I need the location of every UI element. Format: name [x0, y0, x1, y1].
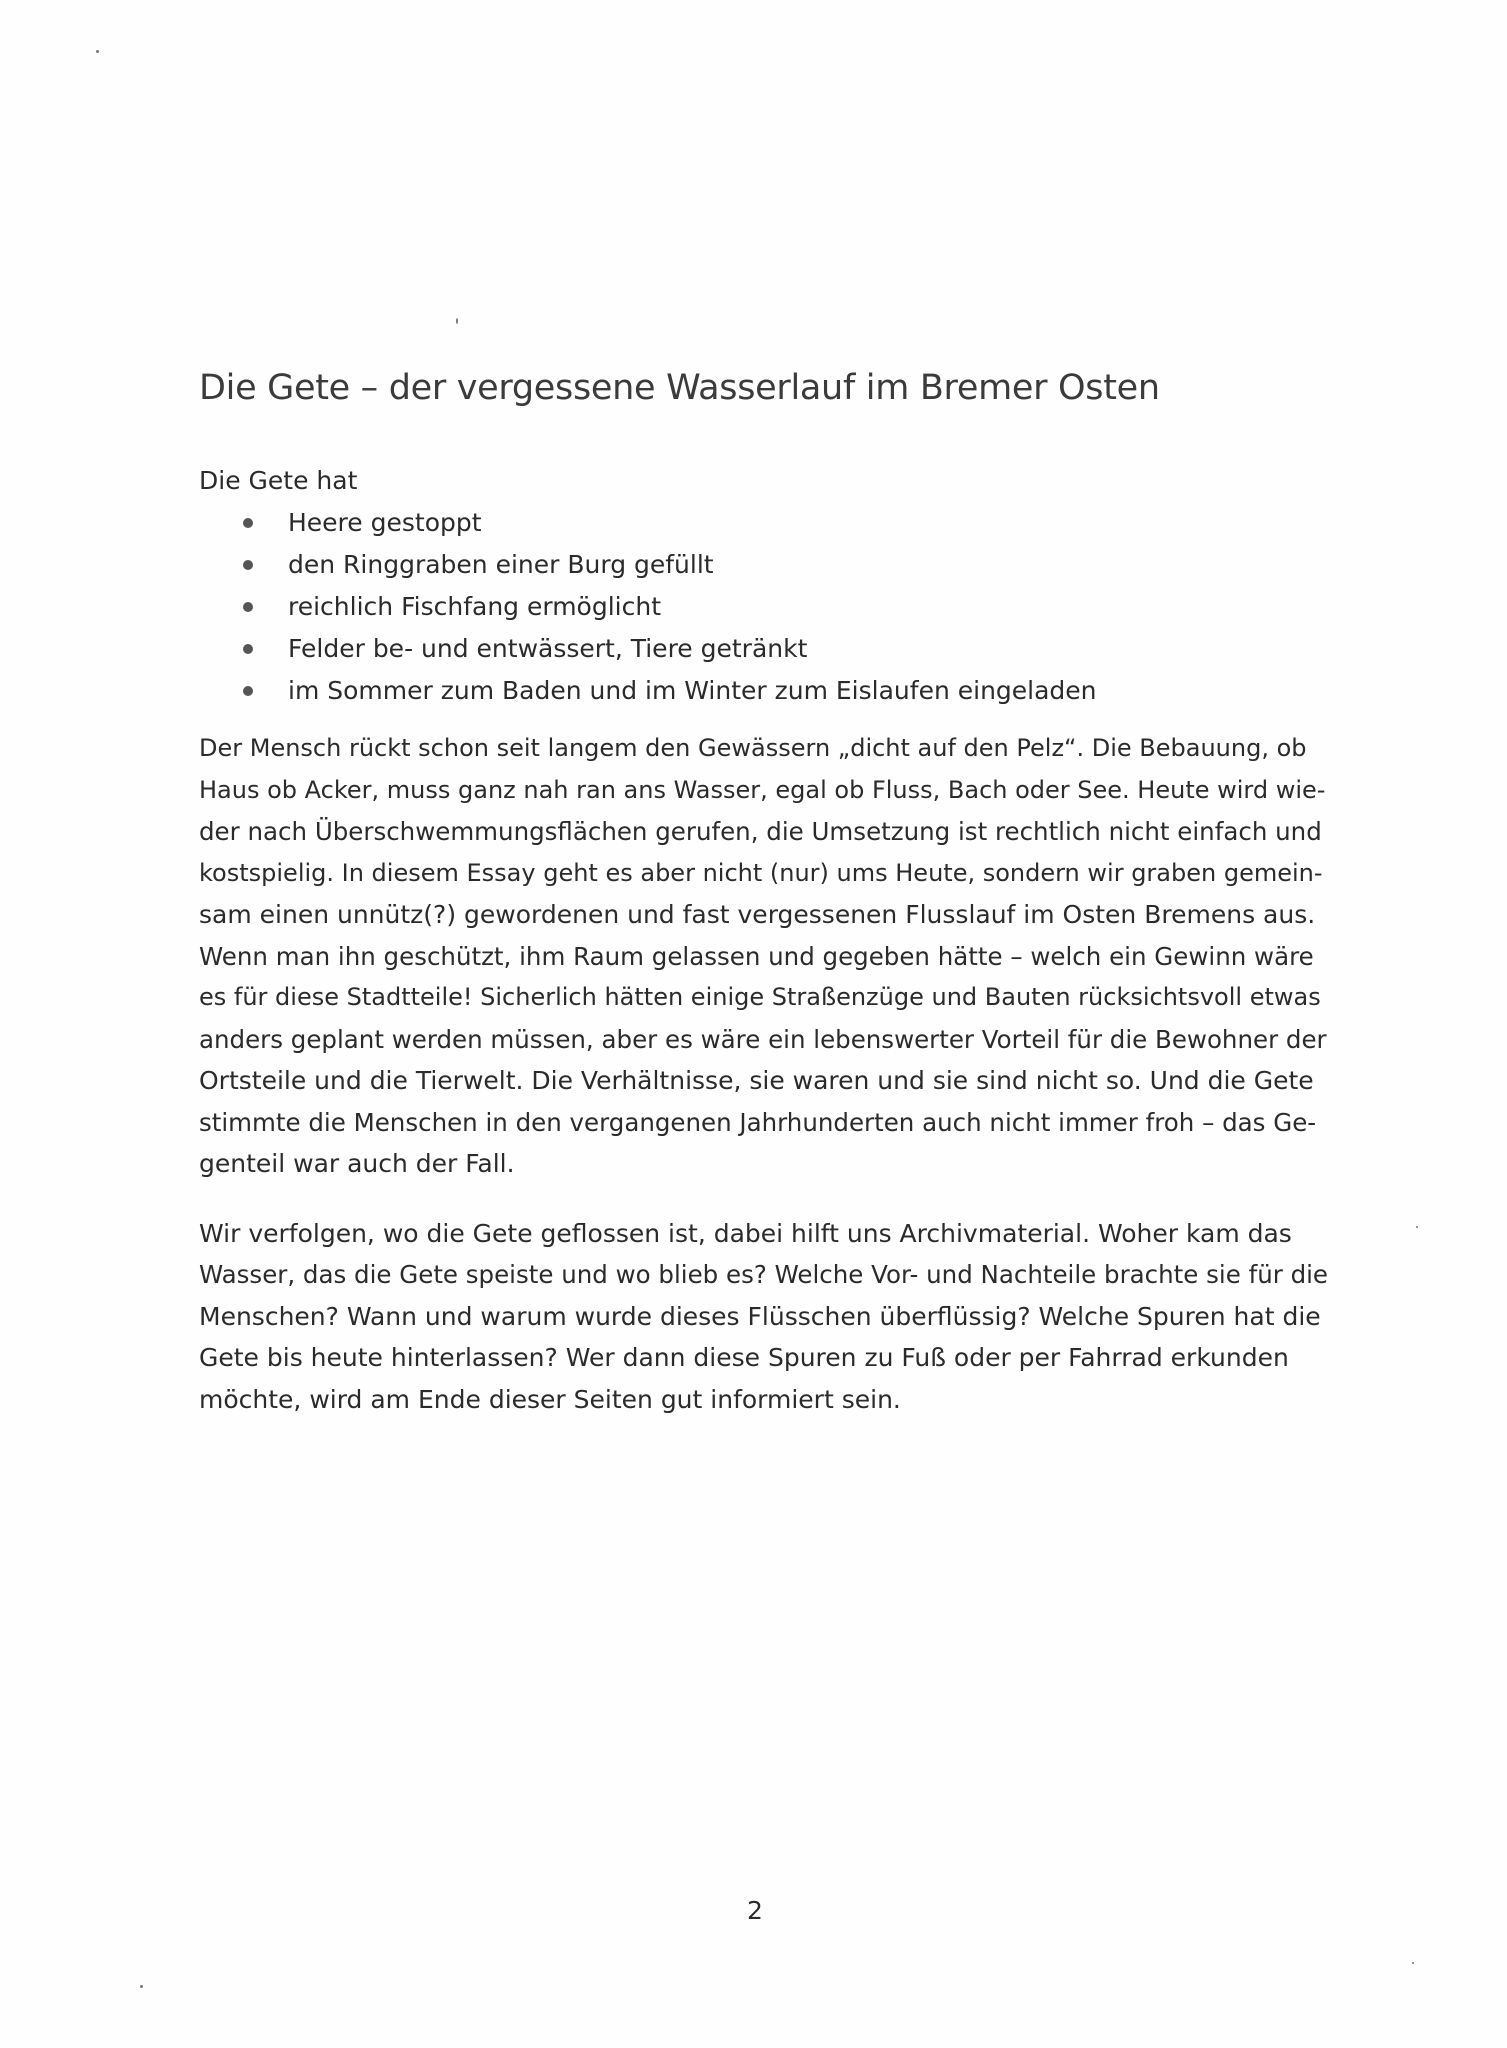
scan-speck: [1416, 1226, 1418, 1228]
text-line: kostspielig. In diesem Essay geht es aber nicht (nur) ums Heute, sondern wir graben gemein-: [199, 858, 1323, 887]
list-item-text: Heere gestoppt: [288, 508, 482, 537]
scan-speck: [1412, 1962, 1414, 1964]
bullet-icon: [243, 686, 253, 696]
scan-speck: [456, 318, 458, 324]
text-line: möchte, wird am Ende dieser Seiten gut informiert sein.: [199, 1384, 901, 1414]
text-line: sam einen unnütz(?) gewordenen und fast vergessenen Flusslauf im Osten Bremens aus.: [199, 900, 1316, 929]
list-item: [199, 586, 1329, 628]
scan-speck: [140, 1985, 143, 1988]
list-item: [199, 502, 1329, 544]
scan-speck: [96, 50, 99, 53]
bullet-icon: [243, 518, 253, 528]
list-item-text: Felder be- und entwässert, Tiere getränkt: [288, 634, 808, 663]
list-item-text: im Sommer zum Baden und im Winter zum Eislaufen eingeladen: [288, 676, 1097, 705]
intro-line: Die Gete hat: [199, 466, 358, 495]
text-line: Gete bis heute hinterlassen? Wer dann diese Spuren zu Fuß oder per Fahrrad erkunden: [199, 1343, 1289, 1372]
text-line: genteil war auch der Fall.: [199, 1149, 515, 1178]
paragraph-1: [199, 728, 1329, 1185]
bullet-icon: [243, 602, 253, 612]
text-line: Wasser, das die Gete speiste und wo blieb es? Welche Vor- und Nachteile brachte sie für die: [199, 1260, 1329, 1289]
text-line: der nach Überschwemmungsflächen gerufen, die Umsetzung ist rechtlich nicht einfach und: [199, 817, 1322, 846]
bullet-icon: [243, 560, 253, 570]
list-item: [199, 670, 1329, 712]
list-item-text: den Ringgraben einer Burg gefüllt: [288, 550, 714, 579]
bullet-icon: [243, 644, 253, 654]
list-item: [199, 628, 1329, 670]
list-item: [199, 544, 1329, 586]
text-line: Wenn man ihn geschützt, ihm Raum gelassen und gegeben hätte – welch ein Gewinn wäre: [199, 941, 1314, 971]
page-number: 2: [747, 1896, 763, 1925]
document-title: Die Gete – der vergessene Wasserlauf im Bremer Osten: [199, 368, 1160, 408]
text-line: Der Mensch rückt schon seit langem den Gewässern „dicht auf den Pelz“. Die Bebauung, ob: [199, 734, 1307, 762]
text-line: Menschen? Wann und warum wurde dieses Flüsschen überflüssig? Welche Spuren hat die: [199, 1301, 1321, 1331]
bullet-list: [199, 502, 1329, 712]
document-body: [199, 368, 1329, 1448]
text-line: es für diese Stadtteile! Sicherlich hätten einige Straßenzüge und Bauten rücksichtsvoll etwas: [199, 983, 1321, 1011]
paragraph-2: [199, 1213, 1329, 1421]
text-line: Ortsteile und die Tierwelt. Die Verhältnisse, sie waren und sie sind nicht so. Und die Gete: [199, 1066, 1314, 1095]
text-line: Wir verfolgen, wo die Gete geflossen ist, dabei hilft uns Archivmaterial. Woher kam das: [199, 1218, 1292, 1248]
text-line: Haus ob Acker, muss ganz nah ran ans Wasser, egal ob Fluss, Bach oder See. Heute wird wie-: [199, 775, 1326, 804]
text-line: stimmte die Menschen in den vergangenen Jahrhunderten auch nicht immer froh – das Ge-: [199, 1107, 1317, 1137]
text-line: anders geplant werden müssen, aber es wäre ein lebenswerter Vorteil für die Bewohner der: [199, 1024, 1327, 1054]
list-item-text: reichlich Fischfang ermöglicht: [288, 592, 661, 621]
